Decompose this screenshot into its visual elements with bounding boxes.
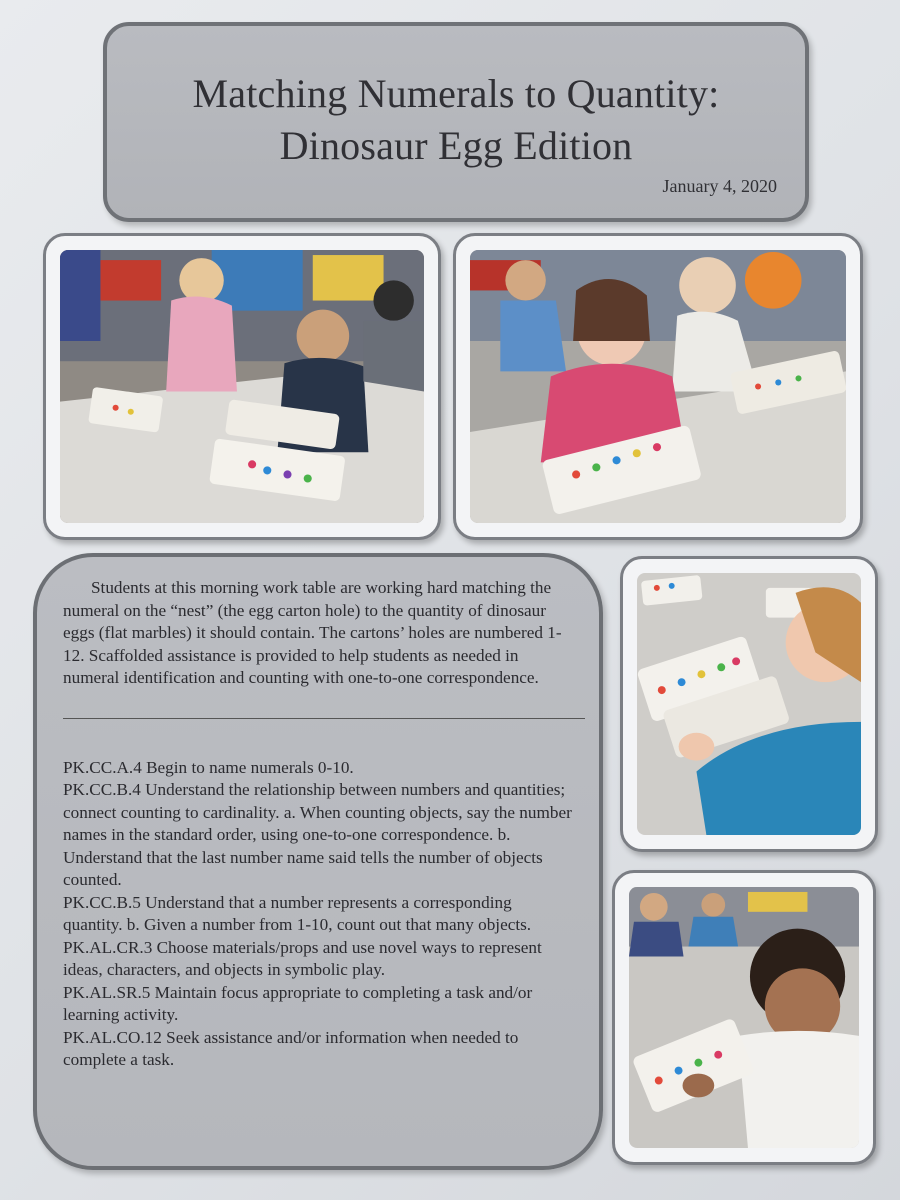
standard-item: PK.AL.SR.5 Maintain focus appropriate to completing a task and/or learning activity. — [63, 982, 533, 1024]
title-banner — [103, 22, 809, 222]
classroom-photo-4 — [629, 887, 859, 1148]
page-title-line-2: Dinosaur Egg Edition — [279, 123, 633, 168]
publication-date: January 4, 2020 — [662, 176, 777, 196]
activity-description: Students at this morning work table are working hard matching the numeral on the “nest” (the egg carton hole) to the quantity of dinosaur eggs (flat marbles) it should contain. The cartons’ holes are numbered 1-12. Scaffolded assistance is provided to help students as needed in numeral identification and counting with one-to-one correspondence. — [63, 578, 562, 687]
standard-item: PK.AL.CR.3 Choose materials/props and use novel ways to represent ideas, characters, and objects in symbolic play. — [63, 937, 542, 979]
photo-girl-side-view — [620, 556, 878, 852]
standard-item: PK.CC.A.4 Begin to name numerals 0-10. — [63, 757, 354, 777]
section-divider — [63, 718, 585, 719]
standard-item: PK.AL.CO.12 Seek assistance and/or information when needed to complete a task. — [63, 1027, 519, 1069]
classroom-photo-3 — [637, 573, 861, 835]
classroom-photo-2 — [470, 250, 846, 523]
photo-girl-filling-carton — [453, 233, 863, 540]
standard-item: PK.CC.B.5 Understand that a number represents a corresponding quantity. b. Given a number from 1-10, count out that many objects. — [63, 892, 532, 934]
description-panel — [33, 553, 603, 1170]
photo-children-at-table — [43, 233, 441, 540]
standard-item: PK.CC.B.4 Understand the relationship between numbers and quantities; connect counting to cardinality. a. When counting objects, say the number names in the standard order, using one-to-one correspondence. b. Understand that the last number name said tells the number of objects counted. — [63, 780, 572, 889]
classroom-photo-1 — [60, 250, 424, 523]
page-title-line-1: Matching Numerals to Quantity: — [192, 71, 720, 116]
photo-boy-counting — [612, 870, 876, 1165]
standards-list — [63, 757, 575, 1072]
